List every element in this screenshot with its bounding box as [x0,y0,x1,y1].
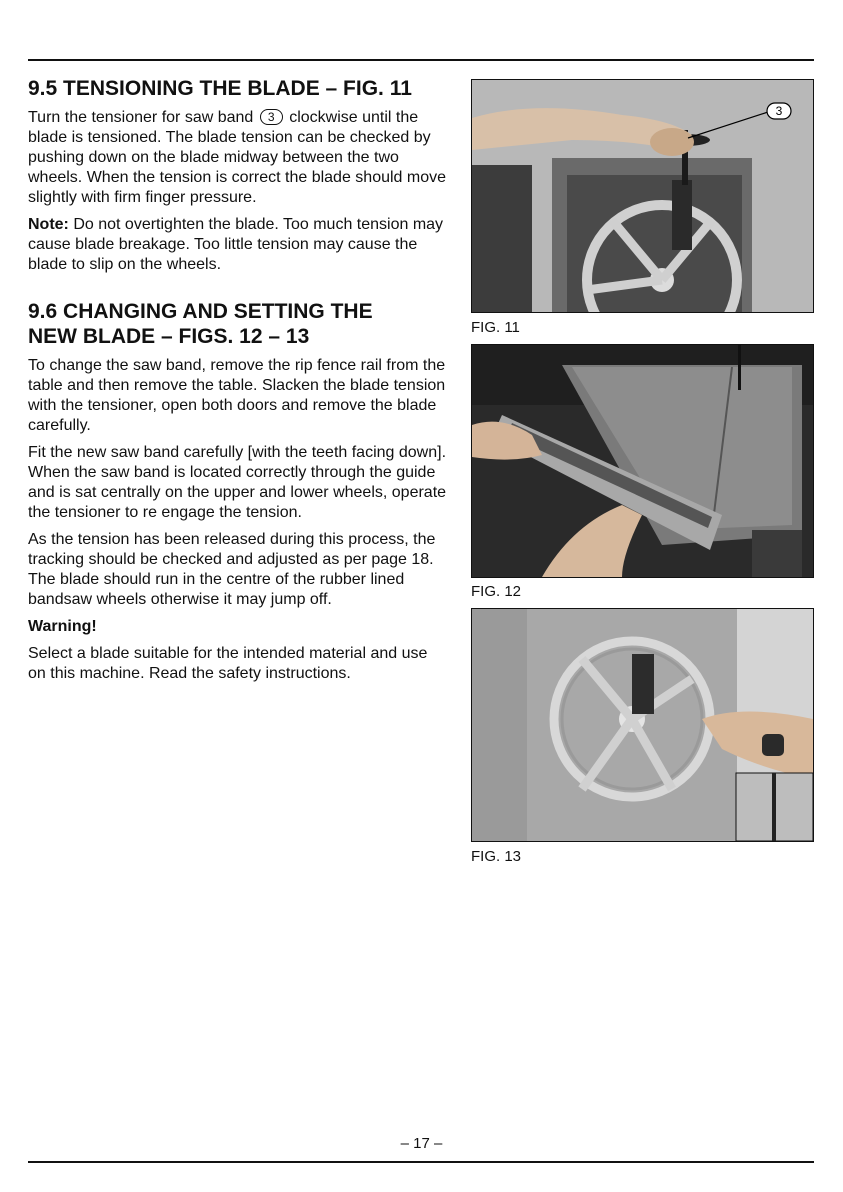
heading-line-1: 9.6 CHANGING AND SETTING THE [28,300,373,323]
figure-13-caption: FIG. 13 [471,848,522,865]
warning-label: Warning! [28,618,97,635]
figure-13-photo [471,608,814,842]
callout-ref-3: 3 [260,109,283,125]
section-heading-9-6 [28,299,448,349]
warning-text: Select a blade suitable for the intended material and use on this machine. Read the safety instructions. [28,645,428,682]
figure-12-photo [471,344,814,578]
section-heading-9-5: 9.5 TENSIONING THE BLADE – FIG. 11 [28,77,412,100]
note-text: Do not overtighten the blade. Too much tension may cause blade breakage. Too little tension may cause the blade to slip on the wheels. [28,216,444,273]
figure-11-caption: FIG. 11 [471,319,520,336]
figure-12-caption: FIG. 12 [471,583,522,600]
change-blade-paragraph: To change the saw band, remove the rip fence rail from the table and then remove the table. Slacken the blade tension with the tensioner, open both doors and remove the blade carefully. [28,357,446,434]
figure-11-callout: 3 [775,104,783,118]
note-paragraph [28,215,448,275]
heading-line-2: NEW BLADE – FIGS. 12 – 13 [28,325,310,348]
figure-11-photo [471,79,814,313]
tension-text-start: Turn the tensioner for saw band [28,109,254,126]
note-label: Note: [28,216,69,233]
text-column [28,76,448,691]
page-number: – 17 – [400,1135,443,1152]
tracking-paragraph: As the tension has been released during this process, the tracking should be checked and adjusted as per page 18. The blade should run in the centre of the rubber lined bandsaw wheels otherwise it may jump off. [28,531,436,608]
tension-paragraph [28,108,448,208]
warning-label-paragraph [28,617,448,637]
fit-blade-paragraph: Fit the new saw band carefully [with the teeth facing down]. When the saw band is located correctly through the guide and is sat centrally on the upper and lower wheels, operate the tensioner to re engage the tension. [28,444,447,521]
bottom-rule [28,1161,814,1163]
tension-text-end: clockwise until the blade is tensioned. The blade tension can be checked by pushing down on the blade midway between the two wheels. When the tension is correct the blade should move slightly with firm finger pressure. [28,109,447,206]
top-rule [28,59,814,61]
